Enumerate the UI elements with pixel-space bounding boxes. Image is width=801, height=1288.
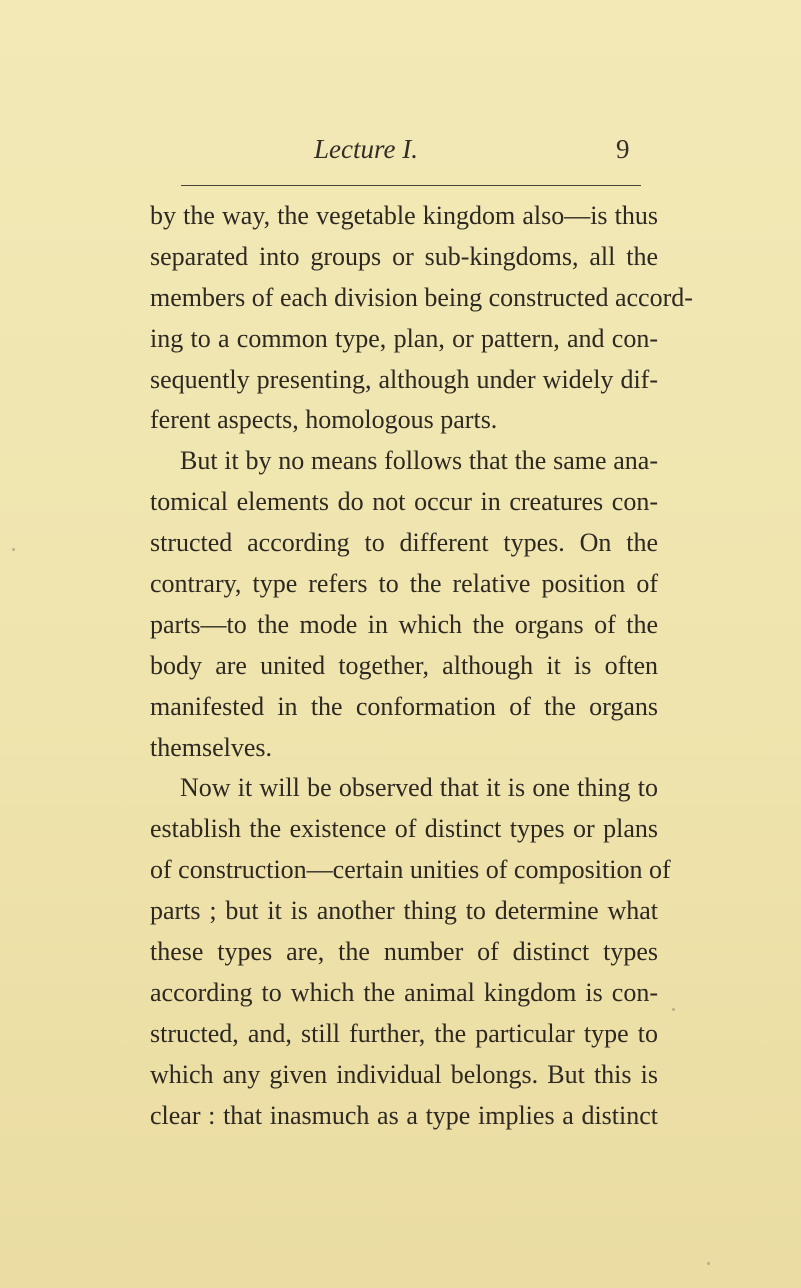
running-head [0,128,801,172]
text-line: by the way, the vegetable kingdom also—is thus [150,201,658,230]
text-line: parts ; but it is another thing to determine what [150,896,658,926]
running-title: Lecture I. [314,134,418,164]
paper-speck [707,1262,710,1265]
text-line: Now it will be observed that it is one thing to [180,773,658,803]
text-line: structed according to different types. On the [150,528,658,558]
text-line: tomical elements do not occur in creatures con- [150,487,658,517]
text-line: of construction—certain unities of composition of [150,855,671,885]
header-rule [181,185,641,186]
text-line: ing to a common type, plan, or pattern, and con- [150,323,658,353]
text-line: according to which the animal kingdom is con- [150,977,658,1007]
text-line: contrary, type refers to the relative position of [150,569,658,599]
text-line: body are united together, although it is often [150,650,658,680]
text-line: separated into groups or sub-kingdoms, all the [150,241,658,271]
paper-speck [12,548,15,551]
paper-speck [672,1008,675,1011]
body-text [150,196,693,1136]
text-line: themselves. [150,732,273,762]
page-number: 9 [616,134,630,164]
text-line: parts—to the mode in which the organs of the [150,609,658,639]
text-line: establish the existence of distinct types or plans [150,814,658,844]
text-line: manifested in the conformation of the organs [150,691,658,721]
text-line: which any given individual belongs. But this is [150,1059,658,1089]
text-line: these types are, the number of distinct types [150,937,658,967]
text-line: members of each division being constructed accord- [150,282,693,312]
text-line: sequently presenting, although under widely dif- [150,364,658,394]
text-line: clear : that inasmuch as a type implies a distinct [150,1100,658,1130]
text-line: ferent aspects, homologous parts. [150,405,498,435]
text-line: But it by no means follows that the same ana- [180,446,658,476]
text-line: structed, and, still further, the particular type to [150,1018,658,1048]
